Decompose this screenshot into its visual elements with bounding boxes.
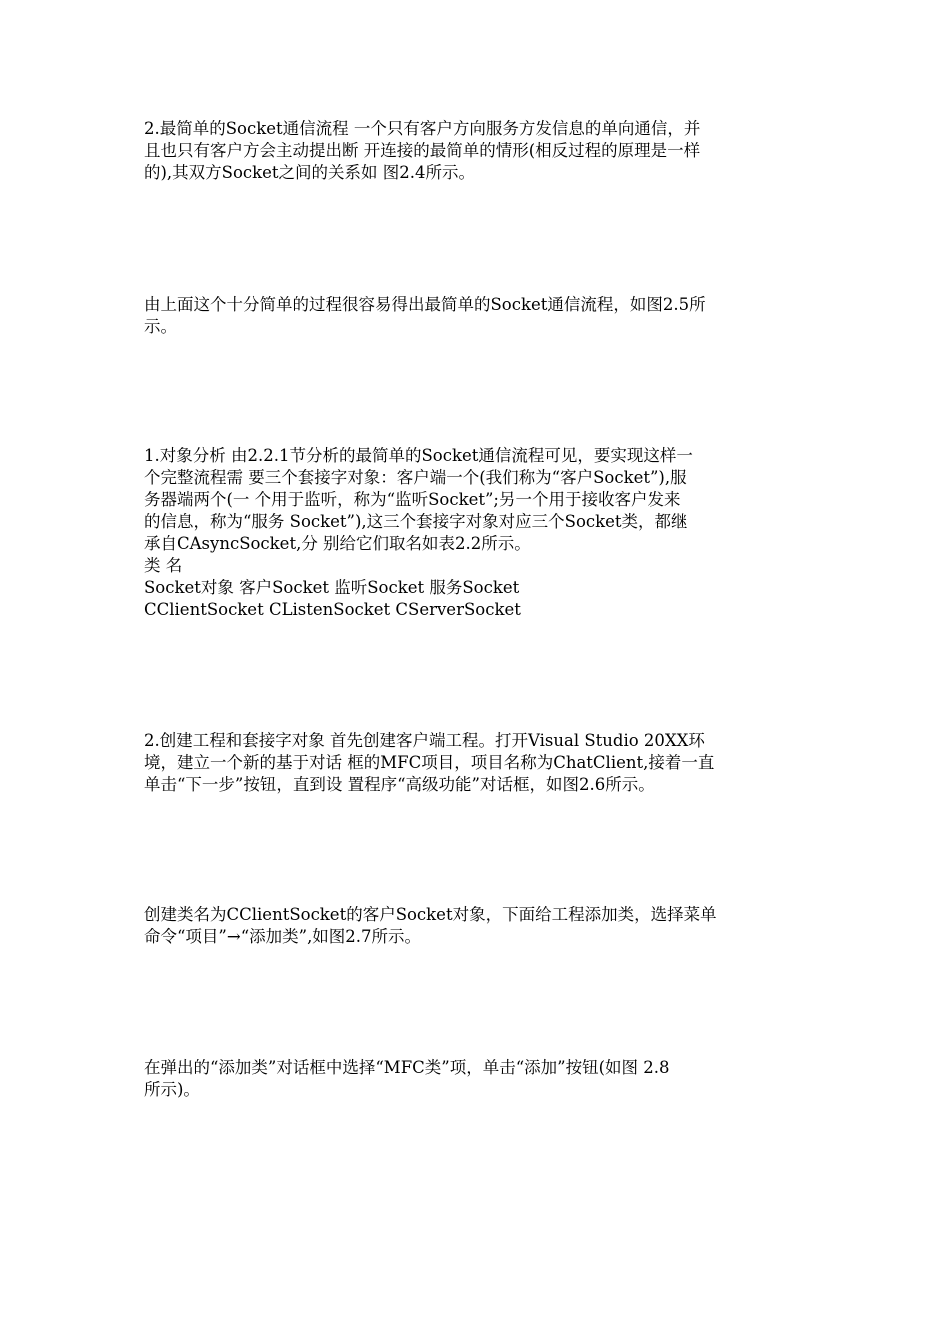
paragraph-simple-process [144, 294, 804, 338]
text-line: 2.创建工程和套接字对象 首先创建客户端工程。打开Visual Studio 20XX环 [144, 731, 705, 750]
text-line: 由上面这个十分简单的过程很容易得出最简单的Socket通信流程，如图2.5所 [144, 295, 706, 314]
text-line: 且也只有客户方会主动提出断 开连接的最简单的情形(相反过程的原理是一样 [144, 141, 701, 160]
text-line: 2.最简单的Socket通信流程 一个只有客户方向服务方发信息的单向通信，并 [144, 119, 701, 138]
paragraph-create-class [144, 904, 804, 948]
table-row-line: CClientSocket CListenSocket CServerSocket [144, 600, 521, 619]
paragraph-add-class-dialog [144, 1057, 804, 1101]
text-line: 的),其双方Socket之间的关系如 图2.4所示。 [144, 163, 476, 182]
text-line: 个完整流程需 要三个套接字对象：客户端一个(我们称为“客户Socket”),服 [144, 468, 687, 487]
table-row-line: Socket对象 客户Socket 监听Socket 服务Socket [144, 578, 520, 597]
text-line: 境，建立一个新的基于对话 框的MFC项目，项目名称为ChatClient,接着一直 [144, 753, 715, 772]
paragraph-object-analysis [144, 445, 804, 621]
text-line: 命令“项目”→“添加类”,如图2.7所示。 [144, 927, 422, 946]
table-header-line: 类 名 [144, 556, 183, 575]
text-line: 在弹出的“添加类”对话框中选择“MFC类”项，单击“添加”按钮(如图 2.8 [144, 1058, 670, 1077]
text-line: 创建类名为CClientSocket的客户Socket对象，下面给工程添加类，选择菜单 [144, 905, 717, 924]
text-line: 1.对象分析 由2.2.1节分析的最简单的Socket通信流程可见，要实现这样一 [144, 446, 693, 465]
paragraph-create-project [144, 730, 804, 796]
text-line: 所示)。 [144, 1080, 200, 1099]
text-line: 单击“下一步”按钮，直到设 置程序“高级功能”对话框，如图2.6所示。 [144, 775, 655, 794]
paragraph-socket-flow [144, 118, 804, 184]
text-line: 承自CAsyncSocket,分 别给它们取名如表2.2所示。 [144, 534, 531, 553]
text-line: 务器端两个(一 个用于监听，称为“监听Socket”;另一个用于接收客户发来 [144, 490, 681, 509]
text-line: 的信息，称为“服务 Socket”),这三个套接字对象对应三个Socket类，都继 [144, 512, 688, 531]
text-line: 示。 [144, 317, 177, 336]
